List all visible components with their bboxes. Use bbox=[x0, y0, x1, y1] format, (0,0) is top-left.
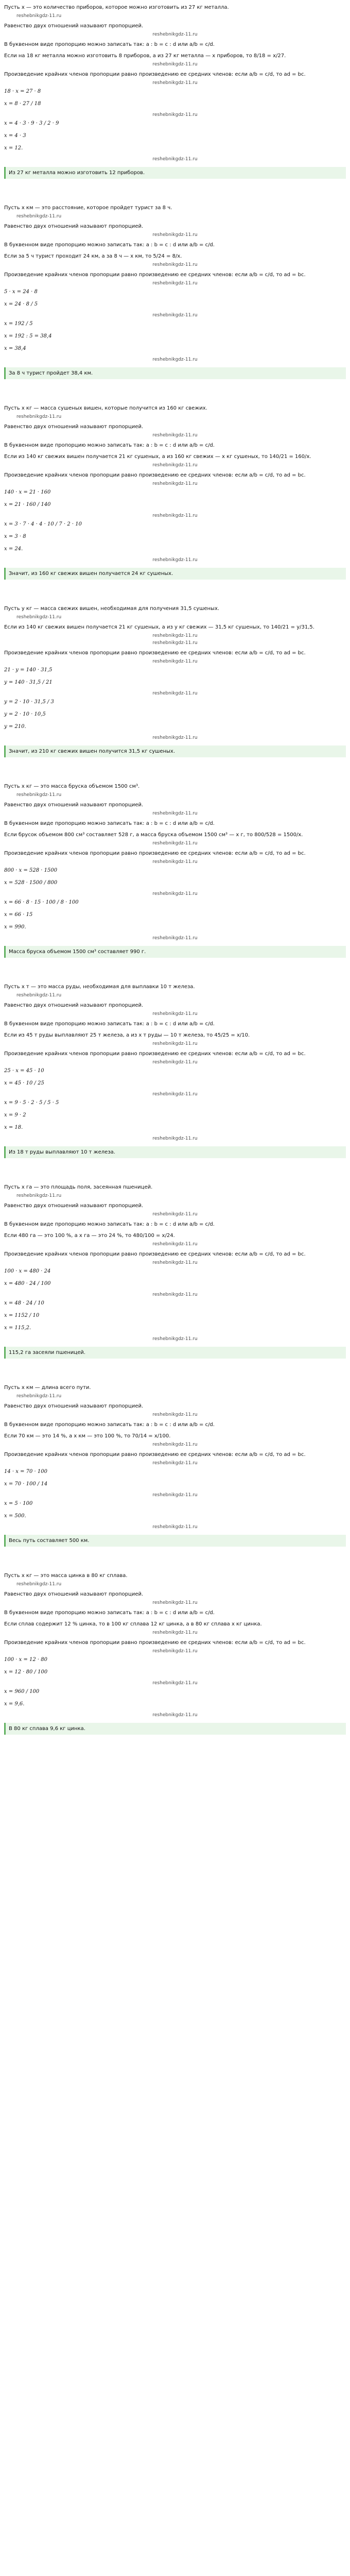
watermark: reshebnikgdz-11.ru bbox=[16, 214, 62, 219]
equation-steps bbox=[4, 867, 346, 931]
setup-text: Если 70 км — это 14 %, а x км — это 100 %, то 70/14 = x/100. bbox=[4, 1433, 171, 1439]
watermark: reshebnikgdz-11.ru bbox=[152, 1041, 198, 1046]
intro-text: Пусть x км — это расстояние, которое пройдет турист за 8 ч. bbox=[4, 205, 172, 211]
equation-step: x = 45 · 10 / 25 bbox=[4, 1080, 44, 1086]
equation-step: x = 4 · 3 bbox=[4, 133, 26, 139]
watermark: reshebnikgdz-11.ru bbox=[152, 513, 198, 518]
prop-text: Произведение крайних членов пропорции равно произведению ее средних членов: если a/b = c/d, то ad = bc. bbox=[4, 851, 306, 856]
watermark: reshebnikgdz-11.ru bbox=[152, 841, 198, 846]
prop-text: Произведение крайних членов пропорции равно произведению ее средних членов: если a/b = c/d, то ad = bc. bbox=[4, 1452, 306, 1458]
equation-step: x = 70 · 100 / 14 bbox=[4, 1481, 48, 1487]
form-text: В буквенном виде пропорцию можно записать так: a : b = c : d или a/b = c/d. bbox=[4, 1422, 215, 1428]
equation-step: 100 · x = 480 · 24 bbox=[4, 1268, 51, 1274]
equation-step: x = 990. bbox=[4, 924, 26, 930]
equation-step: x = 12 · 80 / 100 bbox=[4, 1669, 48, 1675]
equation-step: x = 21 · 160 / 140 bbox=[4, 502, 51, 507]
equation-step: x = 66 · 8 · 15 · 100 / 8 · 100 bbox=[4, 900, 79, 905]
equation-step: x = 3 · 8 bbox=[4, 534, 26, 539]
rule-text: Равенство двух отношений называют пропорцией. bbox=[4, 424, 144, 430]
prop-text: Произведение крайних членов пропорции равно произведению ее средних членов: если a/b = c/d, то ad = bc. bbox=[4, 1251, 306, 1257]
equation-steps bbox=[4, 1656, 346, 1708]
equation-step: x = 192 / 5 bbox=[4, 321, 33, 327]
rule-text: Равенство двух отношений называют пропорцией. bbox=[4, 1591, 144, 1597]
solution-section bbox=[4, 4, 346, 200]
watermark: reshebnikgdz-11.ru bbox=[152, 1442, 198, 1447]
intro-text: Пусть x — это количество приборов, которое можно изготовить из 27 кг металла. bbox=[4, 5, 229, 10]
watermark: reshebnikgdz-11.ru bbox=[152, 1649, 198, 1654]
watermark: reshebnikgdz-11.ru bbox=[16, 414, 62, 419]
equation-step: y = 210. bbox=[4, 724, 26, 730]
equation-steps bbox=[4, 88, 346, 152]
watermark: reshebnikgdz-11.ru bbox=[152, 62, 198, 67]
equation-steps bbox=[4, 1067, 346, 1132]
watermark: reshebnikgdz-11.ru bbox=[152, 1412, 198, 1417]
equation-step: 100 · x = 12 · 80 bbox=[4, 1657, 47, 1663]
form-text: В буквенном виде пропорцию можно записать так: a : b = c : d или a/b = c/d. bbox=[4, 42, 215, 47]
form-text: В буквенном виде пропорцию можно записать так: a : b = c : d или a/b = c/d. bbox=[4, 1021, 215, 1027]
prop-text: Произведение крайних членов пропорции равно произведению ее средних членов: если a/b = c/d, то ad = bc. bbox=[4, 472, 306, 478]
equation-step: x = 66 · 15 bbox=[4, 912, 33, 918]
answer-text: Из 18 т руды выплавляют 10 т железа. bbox=[4, 1146, 346, 1158]
prop-text: Произведение крайних членов пропорции равно произведению ее средних членов: если a/b = c/d, то ad = bc. bbox=[4, 1051, 306, 1057]
rule-text: Равенство двух отношений называют пропорцией. bbox=[4, 1003, 144, 1008]
form-text: В буквенном виде пропорцию можно записать так: a : b = c : d или a/b = c/d. bbox=[4, 443, 215, 448]
watermark: reshebnikgdz-11.ru bbox=[152, 1336, 198, 1342]
equation-step: 140 · x = 21 · 160 bbox=[4, 489, 51, 495]
intro-text: Пусть x т — это масса руды, необходимая для выплавки 10 т железа. bbox=[4, 984, 195, 990]
watermark: reshebnikgdz-11.ru bbox=[16, 615, 62, 620]
equation-step: x = 9 · 2 bbox=[4, 1112, 26, 1118]
equation-step: 14 · x = 70 · 100 bbox=[4, 1469, 47, 1475]
watermark: reshebnikgdz-11.ru bbox=[16, 1582, 62, 1587]
watermark: reshebnikgdz-11.ru bbox=[152, 1136, 198, 1141]
watermark: reshebnikgdz-11.ru bbox=[152, 112, 198, 117]
equation-step: x = 1152 / 10 bbox=[4, 1313, 40, 1318]
rule-text: Равенство двух отношений называют пропорцией. bbox=[4, 224, 144, 229]
rule-text: Равенство двух отношений называют пропорцией. bbox=[4, 1203, 144, 1209]
watermark: reshebnikgdz-11.ru bbox=[152, 262, 198, 267]
equation-step: x = 4 · 3 · 9 · 3 / 2 · 9 bbox=[4, 121, 59, 126]
setup-text: Если за 5 ч турист проходит 24 км, а за 8 ч — x км, то 5/24 = 8/x. bbox=[4, 253, 182, 259]
answer-text: Значит, из 210 кг свежих вишен получится 31,5 кг сушеных. bbox=[4, 745, 346, 757]
intro-text: Пусть x кг — это масса цинка в 80 кг сплава. bbox=[4, 1573, 128, 1579]
equation-step: x = 480 · 24 / 100 bbox=[4, 1281, 51, 1286]
equation-step: 5 · x = 24 · 8 bbox=[4, 289, 38, 295]
watermark: reshebnikgdz-11.ru bbox=[152, 1060, 198, 1065]
rule-text: Равенство двух отношений называют пропорцией. bbox=[4, 23, 144, 29]
equation-step: 25 · x = 45 · 10 bbox=[4, 1068, 44, 1074]
equation-step: x = 9,6. bbox=[4, 1701, 25, 1707]
setup-text: Если 480 га — это 100 %, а x га — это 24 %, то 480/100 = x/24. bbox=[4, 1233, 175, 1239]
solution-section bbox=[4, 984, 346, 1180]
watermark: reshebnikgdz-11.ru bbox=[152, 1092, 198, 1097]
solution-section bbox=[4, 1184, 346, 1380]
solution-section bbox=[4, 605, 346, 779]
equation-step: y = 2 · 10 · 10,5 bbox=[4, 711, 46, 717]
watermark: reshebnikgdz-11.ru bbox=[152, 1011, 198, 1016]
watermark: reshebnikgdz-11.ru bbox=[152, 691, 198, 696]
setup-text: Если из 140 кг свежих вишен получается 21 кг сушеных, а из 160 кг свежих — x кг сушеных, то 140/21 = 160/x. bbox=[4, 454, 311, 460]
watermark: reshebnikgdz-11.ru bbox=[152, 659, 198, 664]
equation-step: y = 140 · 31,5 / 21 bbox=[4, 680, 52, 685]
equation-step: x = 8 · 27 / 18 bbox=[4, 101, 41, 107]
watermark: reshebnikgdz-11.ru bbox=[16, 1193, 62, 1198]
answer-text: В 80 кг сплава 9,6 кг цинка. bbox=[4, 1723, 346, 1735]
watermark: reshebnikgdz-11.ru bbox=[152, 640, 198, 646]
equation-step: x = 3 · 7 · 4 · 4 · 10 / 7 · 2 · 10 bbox=[4, 521, 82, 527]
watermark: reshebnikgdz-11.ru bbox=[16, 792, 62, 798]
setup-text: Если на 18 кг металла можно изготовить 8 приборов, а из 27 кг металла — x приборов, то 8/18 = x/27. bbox=[4, 53, 286, 59]
answer-text: Значит, из 160 кг свежих вишен получается 24 кг сушеных. bbox=[4, 568, 346, 580]
equation-step: 21 · y = 140 · 31,5 bbox=[4, 667, 52, 673]
watermark: reshebnikgdz-11.ru bbox=[152, 433, 198, 438]
form-text: В буквенном виде пропорцию можно записать так: a : b = c : d или a/b = c/d. bbox=[4, 1222, 215, 1227]
intro-text: Пусть x кг — это масса бруска объемом 1500 см³. bbox=[4, 784, 140, 789]
watermark: reshebnikgdz-11.ru bbox=[152, 481, 198, 486]
equation-step: y = 2 · 10 · 31,5 / 3 bbox=[4, 699, 54, 705]
watermark: reshebnikgdz-11.ru bbox=[152, 1524, 198, 1530]
form-text: В буквенном виде пропорцию можно записать так: a : b = c : d или a/b = c/d. bbox=[4, 242, 215, 248]
watermark: reshebnikgdz-11.ru bbox=[152, 1600, 198, 1605]
watermark: reshebnikgdz-11.ru bbox=[152, 80, 198, 86]
answer-text: Весь путь составляет 500 км. bbox=[4, 1535, 346, 1547]
setup-text: Если брусок объемом 800 см³ составляет 528 г, а масса бруска объемом 1500 см³ — x г, то 800/528 = 1500/x. bbox=[4, 832, 303, 838]
watermark: reshebnikgdz-11.ru bbox=[152, 859, 198, 865]
prop-text: Произведение крайних членов пропорции равно произведению ее средних членов: если a/b = c/d, то ad = bc. bbox=[4, 72, 306, 77]
rule-text: Равенство двух отношений называют пропорцией. bbox=[4, 1403, 144, 1409]
watermark: reshebnikgdz-11.ru bbox=[152, 1260, 198, 1265]
watermark: reshebnikgdz-11.ru bbox=[16, 13, 62, 19]
watermark: reshebnikgdz-11.ru bbox=[152, 1212, 198, 1217]
watermark: reshebnikgdz-11.ru bbox=[152, 936, 198, 941]
watermark: reshebnikgdz-11.ru bbox=[152, 232, 198, 238]
equation-step: 18 · x = 27 · 8 bbox=[4, 89, 41, 94]
watermark: reshebnikgdz-11.ru bbox=[16, 993, 62, 998]
equation-steps bbox=[4, 288, 346, 353]
equation-step: x = 38,4 bbox=[4, 346, 26, 351]
watermark: reshebnikgdz-11.ru bbox=[152, 811, 198, 816]
equation-step: x = 115,2. bbox=[4, 1325, 31, 1331]
equation-step: x = 5 · 100 bbox=[4, 1501, 33, 1506]
equation-steps bbox=[4, 1468, 346, 1520]
answer-text: 115,2 га засеяли пшеницей. bbox=[4, 1347, 346, 1359]
watermark: reshebnikgdz-11.ru bbox=[152, 1630, 198, 1635]
watermark: reshebnikgdz-11.ru bbox=[152, 1713, 198, 1718]
watermark: reshebnikgdz-11.ru bbox=[152, 463, 198, 468]
prop-text: Произведение крайних членов пропорции равно произведению ее средних членов: если a/b = c/d, то ad = bc. bbox=[4, 272, 306, 278]
watermark: reshebnikgdz-11.ru bbox=[152, 1242, 198, 1247]
answer-text: Из 27 кг металла можно изготовить 12 приборов. bbox=[4, 167, 346, 179]
watermark: reshebnikgdz-11.ru bbox=[152, 157, 198, 162]
watermark: reshebnikgdz-11.ru bbox=[152, 313, 198, 318]
solution-section bbox=[4, 405, 346, 601]
answer-text: За 8 ч турист пройдет 38,4 км. bbox=[4, 367, 346, 379]
intro-text: Пусть x кг — масса сушеных вишен, которые получится из 160 кг свежих. bbox=[4, 405, 207, 411]
intro-text: Пусть x га — это площадь поля, засеянная пшеницей. bbox=[4, 1184, 153, 1190]
solution-section bbox=[4, 205, 346, 401]
form-text: В буквенном виде пропорцию можно записать так: a : b = c : d или a/b = c/d. bbox=[4, 1610, 215, 1616]
equation-step: x = 18. bbox=[4, 1125, 23, 1130]
watermark: reshebnikgdz-11.ru bbox=[152, 1461, 198, 1466]
intro-text: Пусть x км — длина всего пути. bbox=[4, 1385, 91, 1391]
form-text: В буквенном виде пропорцию можно записать так: a : b = c : d или a/b = c/d. bbox=[4, 821, 215, 826]
watermark: reshebnikgdz-11.ru bbox=[152, 1292, 198, 1297]
equation-steps bbox=[4, 666, 346, 731]
solution-section bbox=[4, 1384, 346, 1568]
document bbox=[0, 4, 350, 1756]
equation-step: x = 192 : 5 = 38,4 bbox=[4, 333, 52, 339]
equation-step: x = 528 · 1500 / 800 bbox=[4, 880, 58, 886]
equation-steps bbox=[4, 1267, 346, 1332]
equation-step: x = 24 · 8 / 5 bbox=[4, 301, 38, 307]
watermark: reshebnikgdz-11.ru bbox=[152, 735, 198, 740]
solution-section bbox=[4, 783, 346, 979]
prop-text: Произведение крайних членов пропорции равно произведению ее средних членов: если a/b = c/d, то ad = bc. bbox=[4, 1640, 306, 1646]
watermark: reshebnikgdz-11.ru bbox=[152, 633, 198, 638]
setup-text: Если из 45 т руды выплавляют 25 т железа, а из x т руды — 10 т железа, то 45/25 = x/10. bbox=[4, 1032, 250, 1038]
equation-step: x = 9 · 5 · 2 · 5 / 5 · 5 bbox=[4, 1100, 59, 1106]
watermark: reshebnikgdz-11.ru bbox=[152, 357, 198, 362]
equation-step: x = 48 · 24 / 10 bbox=[4, 1300, 44, 1306]
watermark: reshebnikgdz-11.ru bbox=[16, 1394, 62, 1399]
answer-text: Масса бруска объемом 1500 см³ составляет 990 г. bbox=[4, 946, 346, 958]
watermark: reshebnikgdz-11.ru bbox=[152, 281, 198, 286]
watermark: reshebnikgdz-11.ru bbox=[152, 32, 198, 37]
watermark: reshebnikgdz-11.ru bbox=[152, 557, 198, 563]
solution-section bbox=[4, 1572, 346, 1756]
equation-step: x = 960 / 100 bbox=[4, 1689, 40, 1694]
equation-step: x = 24. bbox=[4, 546, 23, 552]
prop-text: Произведение крайних членов пропорции равно произведению ее средних членов: если a/b = c/d, то ad = bc. bbox=[4, 650, 306, 656]
equation-steps bbox=[4, 488, 346, 553]
equation-step: 800 · x = 528 · 1500 bbox=[4, 868, 58, 873]
rule-text: Если из 140 кг свежих вишен получается 21 кг сушеных, а из y кг свежих — 31,5 кг сушеных, то 140/21 = y/31,5. bbox=[4, 624, 314, 630]
watermark: reshebnikgdz-11.ru bbox=[152, 1681, 198, 1686]
setup-text: Если сплав содержит 12 % цинка, то в 100 кг сплава 12 кг цинка, а в 80 кг сплава x кг цинка. bbox=[4, 1621, 262, 1627]
rule-text: Равенство двух отношений называют пропорцией. bbox=[4, 802, 144, 808]
equation-step: x = 12. bbox=[4, 145, 23, 151]
intro-text: Пусть y кг — масса свежих вишен, необходимая для получения 31,5 сушеных. bbox=[4, 606, 220, 612]
watermark: reshebnikgdz-11.ru bbox=[152, 1493, 198, 1498]
watermark: reshebnikgdz-11.ru bbox=[152, 891, 198, 896]
equation-step: x = 500. bbox=[4, 1513, 26, 1519]
